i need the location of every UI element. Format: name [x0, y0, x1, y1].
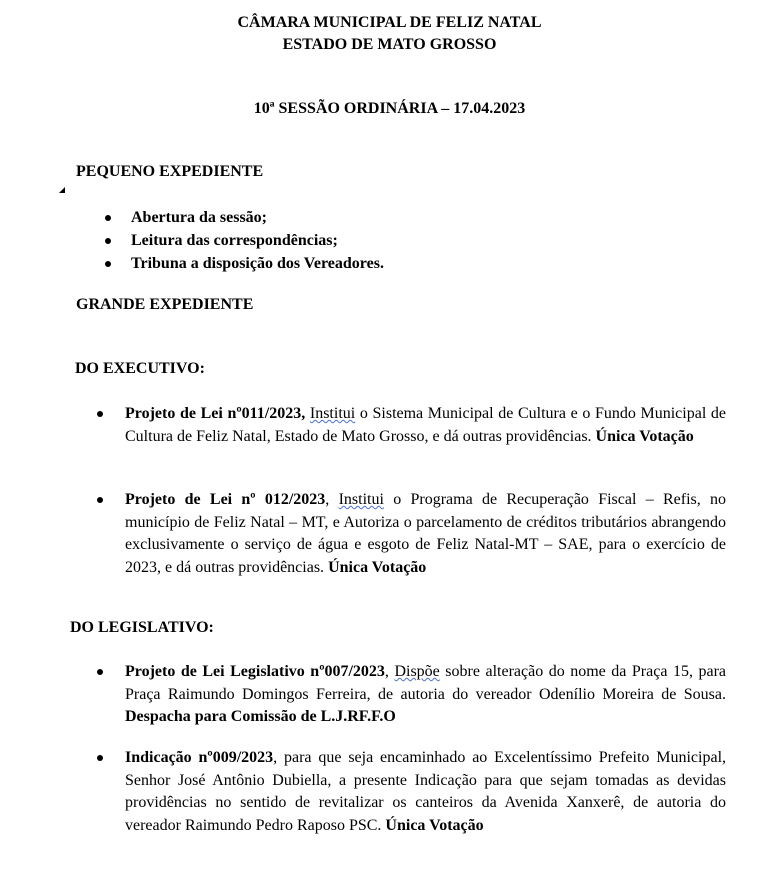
grande-expediente-heading: GRANDE EXPEDIENTE [76, 296, 254, 313]
pequeno-expediente-list [100, 206, 384, 275]
state-name: ESTADO DE MATO GROSSO [282, 36, 497, 53]
bullet-icon [97, 669, 103, 675]
bullet-icon [105, 261, 111, 267]
legislativo-heading: DO LEGISLATIVO: [70, 619, 214, 636]
list-item: Leitura das correspondências; [100, 229, 384, 252]
executivo-item-2: Projeto de Lei nº 012/2023, Institui o Programa de Recuperação Fiscal – Refis, no município de Feliz Natal – MT, e Autoriza o parcelamento de créditos tributários abrangendo exclusivamente o serviço de água e esgoto de Feliz Natal-MT – SAE, para o exercício de 2023, e dá outras providências. Única Votação [125, 489, 726, 579]
session-title: 10ª SESSÃO ORDINÁRIA – 17.04.2023 [253, 100, 526, 117]
bullet-icon [97, 755, 103, 761]
list-item: Tribuna a disposição dos Vereadores. [100, 252, 384, 275]
bullet-icon [105, 238, 111, 244]
executivo-item-1: Projeto de Lei nº011/2023, Institui o Sistema Municipal de Cultura e o Fundo Municipal de Cultura de Feliz Natal, Estado de Mato Grosso, e dá outras providências. Única Votação [125, 403, 726, 448]
paragraph-marker-icon [59, 187, 65, 193]
legislativo-item-1: Projeto de Lei Legislativo nº007/2023, Dispõe sobre alteração do nome da Praça 15, para Praça Raimundo Domingos Ferreira, de autoria do vereador Odenílio Moreira de Sousa. Despacha para Comissão de L.J.RF.F.O [125, 661, 726, 729]
bullet-icon [97, 411, 103, 417]
list-item: Abertura da sessão; [100, 206, 384, 229]
executivo-heading: DO EXECUTIVO: [75, 360, 205, 377]
chamber-name: CÂMARA MUNICIPAL DE FELIZ NATAL [237, 14, 542, 31]
bullet-icon [105, 215, 111, 221]
pequeno-expediente-heading: PEQUENO EXPEDIENTE [76, 163, 264, 180]
legislativo-item-2: Indicação nº009/2023, para que seja encaminhado ao Excelentíssimo Prefeito Municipal, Senhor José Antônio Dubiella, a presente Indicação para que sejam tomadas as devidas providências no sentido de revitalizar os canteiros da Avenida Xanxerê, de autoria do vereador Raimundo Pedro Raposo PSC. Única Votação [125, 747, 726, 837]
bullet-icon [97, 497, 103, 503]
